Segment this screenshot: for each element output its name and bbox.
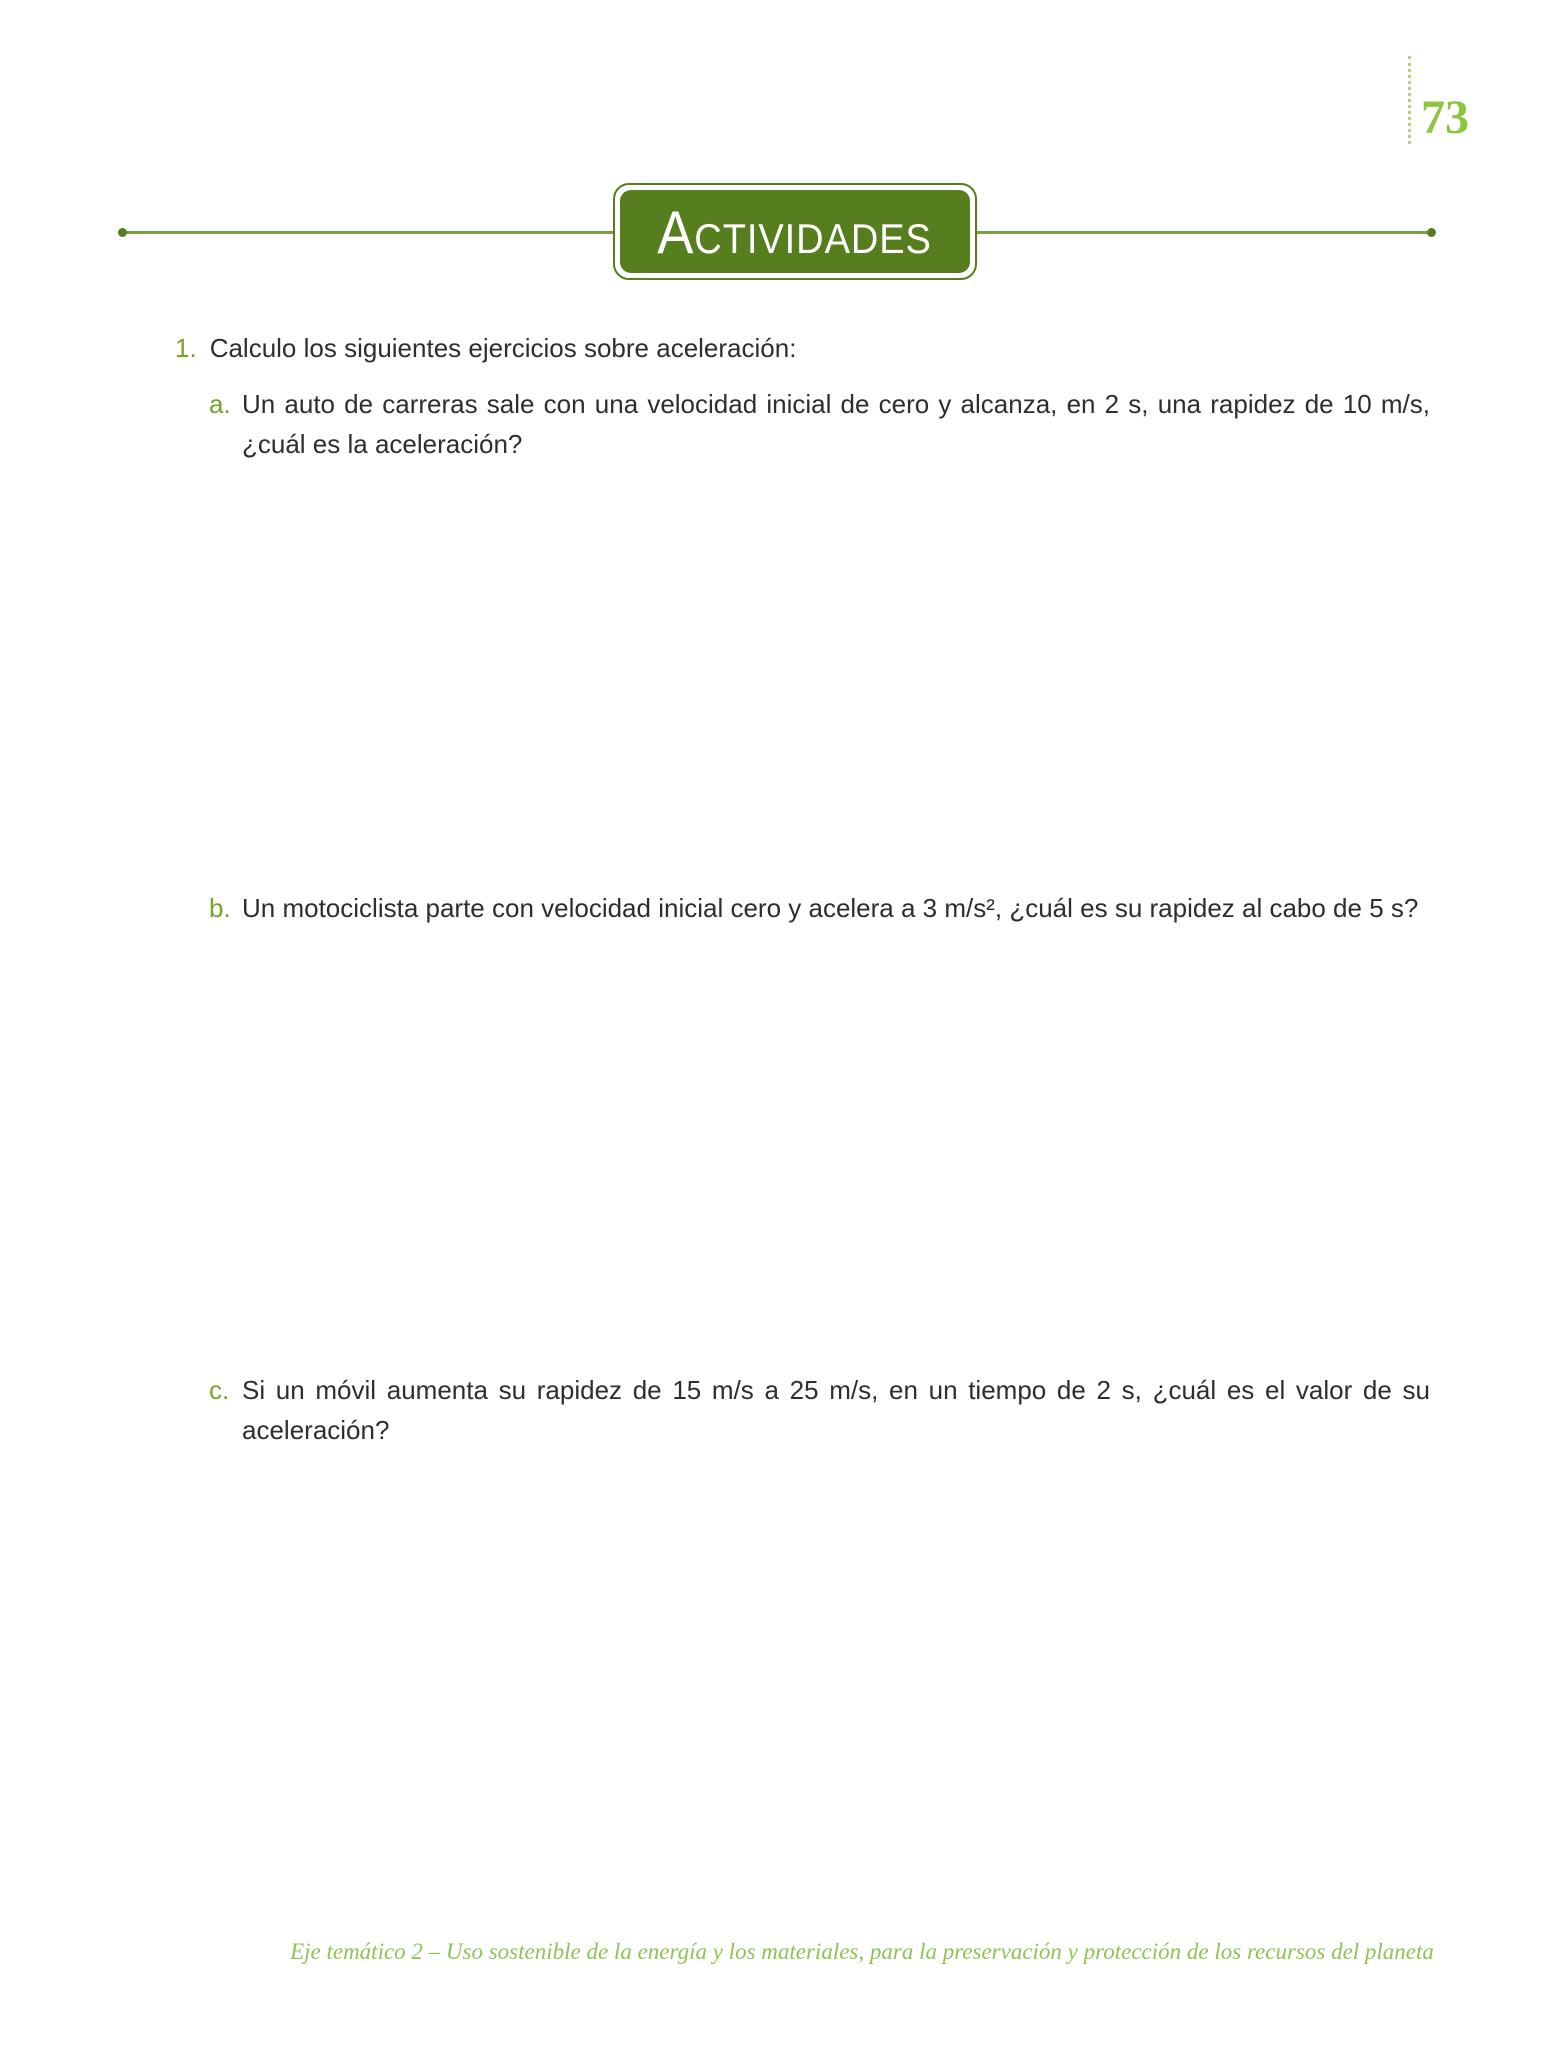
exercise-number: 1. <box>175 333 197 363</box>
activities-title-rest: CTIVIDADES <box>694 216 933 263</box>
item-c-text: Si un móvil aumenta su rapidez de 15 m/s a 25 m/s, en un tiempo de 2 s, ¿cuál es el valor de su aceleración? <box>242 1375 1430 1445</box>
activities-title <box>657 199 933 267</box>
exercise-item-a <box>209 384 1430 464</box>
page-number-dotted-rule <box>1408 56 1411 144</box>
item-b-label: b. <box>209 893 231 923</box>
item-b-text: Un motociclista parte con velocidad inicial cero y acelera a 3 m/s², ¿cuál es su rapidez al cabo de 5 s? <box>242 893 1419 923</box>
header-rule-right-dot <box>1427 228 1436 237</box>
footer-strand-title: Eje temático 2 – Uso sostenible de la energía y los materiales, para la preservación y protección de los recursos del planeta <box>290 1939 1434 1964</box>
page-number: 73 <box>1421 91 1469 144</box>
item-a-text: Un auto de carreras sale con una velocidad inicial de cero y alcanza, en 2 s, una rapidez de 10 m/s, ¿cuál es la aceleración? <box>242 389 1430 459</box>
activities-badge <box>613 183 977 280</box>
item-a-label: a. <box>209 389 231 419</box>
activities-title-initial: A <box>657 199 695 267</box>
exercise-item-c <box>209 1370 1430 1450</box>
exercise-prompt: Calculo los siguientes ejercicios sobre aceleración: <box>209 333 797 363</box>
activities-badge-fill <box>620 190 970 273</box>
header-rule-left-dot <box>118 228 127 237</box>
exercise-heading <box>175 329 1435 367</box>
exercise-item-b <box>209 888 1430 928</box>
item-c-label: c. <box>209 1375 230 1405</box>
